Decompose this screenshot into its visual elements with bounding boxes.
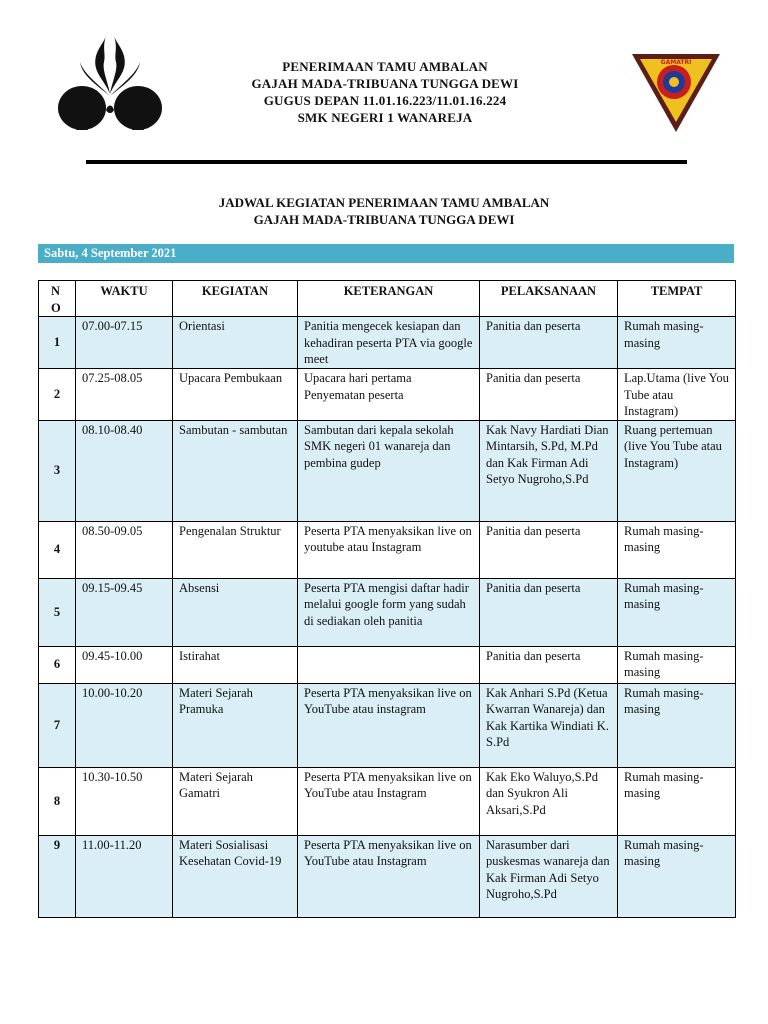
header-kegiatan: KEGIATAN (173, 281, 298, 317)
row-kegiatan: Materi Sosialisasi Kesehatan Covid-19 (173, 835, 298, 945)
header-waktu: WAKTU (76, 281, 173, 317)
row-keterangan: Upacara hari pertama Penyematan peserta (298, 369, 480, 421)
letterhead-line-2: GAJAH MADA-TRIBUANA TUNGGA DEWI (251, 76, 519, 91)
row-waktu: 10.00-10.20 (76, 683, 173, 767)
row-waktu: 08.50-09.05 (76, 521, 173, 578)
gamatri-emblem-icon (630, 52, 722, 134)
row-tempat: Rumah masing-masing (618, 521, 736, 578)
row-waktu: 07.25-08.05 (76, 369, 173, 421)
row-pelaksanaan: Panitia dan peserta (480, 369, 618, 421)
table-row (39, 683, 736, 767)
row-no: 2 (39, 369, 76, 421)
schedule-table (38, 280, 736, 946)
table-row (39, 317, 736, 369)
row-tempat: Rumah masing-masing (618, 835, 736, 945)
row-pelaksanaan: Kak Eko Waluyo,S.Pd dan Syukron Ali Aksari,S.Pd (480, 767, 618, 835)
row-pelaksanaan: Panitia dan peserta (480, 317, 618, 369)
row-pelaksanaan: Kak Anhari S.Pd (Ketua Kwarran Wanareja) dan Kak Kartika Windiati K. S.Pd (480, 683, 618, 767)
row-waktu: 09.15-09.45 (76, 578, 173, 646)
row-keterangan (298, 646, 480, 683)
row-keterangan: Peserta PTA menyaksikan live on YouTube atau Instagram (298, 767, 480, 835)
row-kegiatan: Pengenalan Struktur (173, 521, 298, 578)
row-no: 5 (39, 578, 76, 646)
row-tempat: Rumah masing-masing (618, 317, 736, 369)
row-pelaksanaan: Kak Navy Hardiati Dian Mintarsih, S.Pd, M.Pd dan Kak Firman Adi Setyo Nugroho,S.Pd (480, 420, 618, 521)
row-pelaksanaan: Panitia dan peserta (480, 521, 618, 578)
row-kegiatan: Sambutan - sambutan (173, 420, 298, 521)
row-waktu: 11.00-11.20 (76, 835, 173, 945)
row-waktu: 08.10-08.40 (76, 420, 173, 521)
document-title-line-1: JADWAL KEGIATAN PENERIMAAN TAMU AMBALAN (218, 195, 550, 210)
row-pelaksanaan: Panitia dan peserta (480, 578, 618, 646)
row-no: 1 (39, 317, 76, 369)
table-row (39, 767, 736, 835)
row-tempat: Rumah masing-masing (618, 578, 736, 646)
header-pelaksanaan: PELAKSANAAN (480, 281, 618, 317)
row-keterangan: Peserta PTA menyaksikan live on youtube atau Instagram (298, 521, 480, 578)
row-kegiatan: Materi Sejarah Pramuka (173, 683, 298, 767)
row-waktu: 07.00-07.15 (76, 317, 173, 369)
gamatri-logo-text: GAMATRI (660, 59, 692, 66)
row-tempat: Rumah masing-masing (618, 767, 736, 835)
letterhead-line-3: GUGUS DEPAN 11.01.16.223/11.01.16.224 (263, 93, 507, 108)
table-row (39, 646, 736, 683)
row-keterangan: Panitia mengecek kesiapan dan kehadiran peserta PTA via google meet (298, 317, 480, 369)
row-waktu: 10.30-10.50 (76, 767, 173, 835)
table-cut-edge (38, 917, 735, 918)
header-divider (86, 160, 687, 164)
letterhead-line-4: SMK NEGERI 1 WANAREJA (297, 110, 473, 125)
row-tempat: Rumah masing-masing (618, 646, 736, 683)
row-keterangan: Peserta PTA menyaksikan live on YouTube atau instagram (298, 683, 480, 767)
table-row (39, 578, 736, 646)
row-no: 7 (39, 683, 76, 767)
table-header-row (39, 281, 736, 317)
letterhead-line-1: PENERIMAAN TAMU AMBALAN (282, 59, 488, 74)
row-no: 8 (39, 767, 76, 835)
row-pelaksanaan: Narasumber dari puskesmas wanareja dan Kak Firman Adi Setyo Nugroho,S.Pd (480, 835, 618, 945)
row-waktu: 09.45-10.00 (76, 646, 173, 683)
row-keterangan: Sambutan dari kepala sekolah SMK negeri 01 wanareja dan pembina gudep (298, 420, 480, 521)
row-kegiatan: Upacara Pembukaan (173, 369, 298, 421)
page-bottom-margin (0, 918, 768, 1024)
row-tempat: Rumah masing-masing (618, 683, 736, 767)
row-no: 4 (39, 521, 76, 578)
row-no: 9 (39, 835, 76, 945)
document-title (40, 194, 728, 228)
table-row (39, 521, 736, 578)
row-no: 3 (39, 420, 76, 521)
header-no: N O (39, 281, 76, 317)
header-keterangan: KETERANGAN (298, 281, 480, 317)
row-tempat: Ruang pertemuan (live You Tube atau Instagram) (618, 420, 736, 521)
document-title-line-2: GAJAH MADA-TRIBUANA TUNGGA DEWI (253, 212, 515, 227)
row-tempat: Lap.Utama (live You Tube atau Instagram) (618, 369, 736, 421)
date-band: Sabtu, 4 September 2021 (38, 244, 734, 263)
row-no: 6 (39, 646, 76, 683)
letterhead (170, 58, 600, 126)
table-row (39, 420, 736, 521)
pramuka-tunas-kelapa-icon (52, 34, 167, 134)
row-kegiatan: Materi Sejarah Gamatri (173, 767, 298, 835)
row-keterangan: Peserta PTA menyaksikan live on YouTube atau Instagram (298, 835, 480, 945)
row-kegiatan: Istirahat (173, 646, 298, 683)
row-keterangan: Peserta PTA mengisi daftar hadir melalui google form yang sudah di sediakan oleh panitia (298, 578, 480, 646)
row-kegiatan: Orientasi (173, 317, 298, 369)
table-row (39, 369, 736, 421)
header-tempat: TEMPAT (618, 281, 736, 317)
row-kegiatan: Absensi (173, 578, 298, 646)
row-pelaksanaan: Panitia dan peserta (480, 646, 618, 683)
